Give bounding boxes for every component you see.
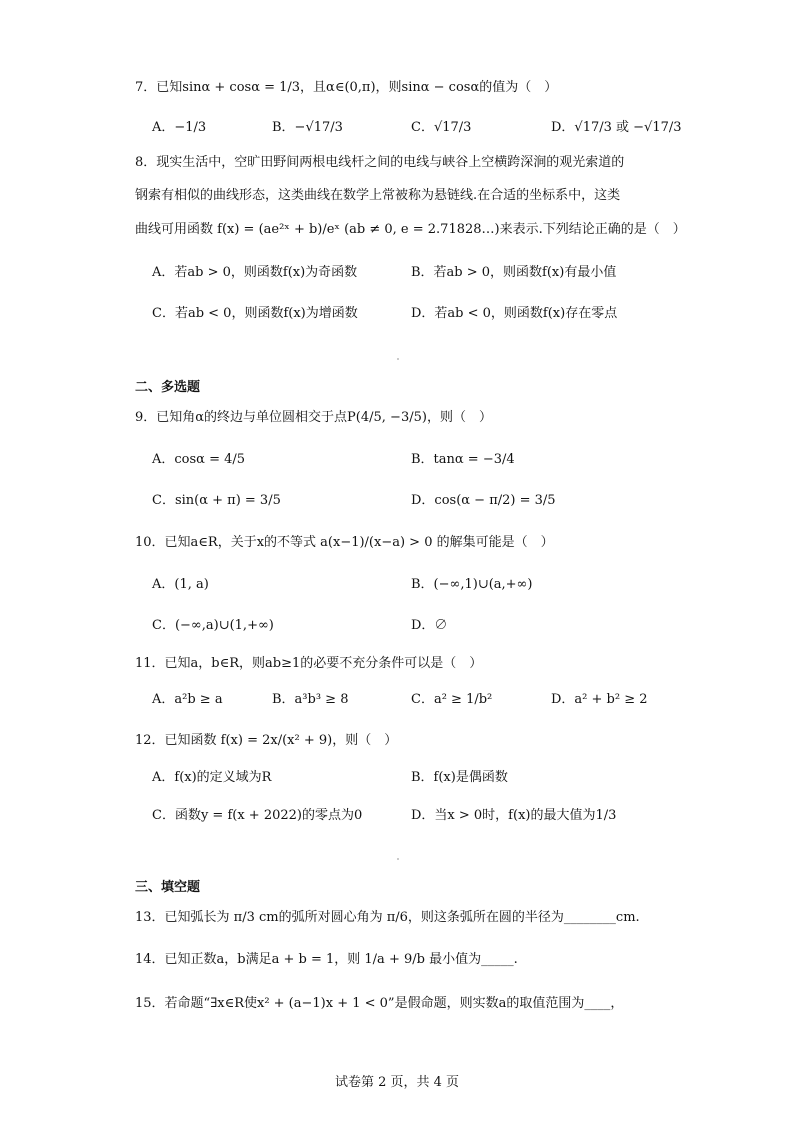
q10-stem: 10．已知a∈R，关于x的不等式 a(x−1)/(x−a) > 0 的解集可能是（ ） (135, 535, 554, 550)
q10-option-c: C．(−∞,a)∪(1,+∞) (152, 618, 274, 633)
page-footer: 试卷第 2 页，共 4 页 (334, 1075, 460, 1090)
q7-option-b: B．−√17/3 (272, 120, 343, 135)
q8-option-a: A．若ab > 0，则函数f(x)为奇函数 (152, 265, 358, 280)
q10-option-d: D．∅ (411, 618, 448, 633)
q7-stem: 7．已知sinα + cosα = 1/3，且α∈(0,π)，则sinα − cosα的值为（ ） (135, 80, 558, 95)
q8-line3: 曲线可用函数 f(x) = (ae²ˣ + b)/eˣ (ab ≠ 0, e = 2.71828…)来表示.下列结论正确的是（ ） (135, 222, 686, 237)
q12-option-a: A．f(x)的定义域为R (152, 770, 272, 785)
page-dot (397, 858, 399, 860)
q11-option-c: C．a² ≥ 1/b² (411, 692, 493, 707)
q8-line1: 8．现实生活中，空旷田野间两根电线杆之间的电线与峡谷上空横跨深涧的观光索道的 (135, 155, 625, 170)
q7-option-c: C．√17/3 (411, 120, 472, 135)
q9-option-c: C．sin(α + π) = 3/5 (152, 493, 281, 508)
q8-option-c: C．若ab < 0，则函数f(x)为增函数 (152, 306, 358, 321)
q15: 15．若命题“∃x∈R使x² + (a−1)x + 1 < 0”是假命题，则实数a的取值范围为____， (135, 996, 624, 1011)
section-heading-fill-in: 三、填空题 (135, 880, 201, 895)
q11-option-d: D．a² + b² ≥ 2 (551, 692, 648, 707)
q11-stem: 11．已知a，b∈R，则ab≥1的必要不充分条件可以是（ ） (135, 656, 483, 671)
q12-option-c: C．函数y = f(x + 2022)的零点为0 (152, 808, 363, 823)
q12-stem: 12．已知函数 f(x) = 2x/(x² + 9)，则（ ） (135, 733, 398, 748)
q8-line2: 钢索有相似的曲线形态，这类曲线在数学上常被称为悬链线.在合适的坐标系中，这类 (135, 188, 621, 203)
page-dot (397, 358, 399, 360)
q13: 13．已知弧长为 π/3 cm的弧所对圆心角为 π/6，则这条弧所在圆的半径为________cm. (135, 910, 640, 925)
q14: 14．已知正数a，b满足a + b = 1，则 1/a + 9/b 最小值为_____. (135, 952, 518, 967)
q12-option-d: D．当x > 0时，f(x)的最大值为1/3 (411, 808, 617, 823)
q11-option-b: B．a³b³ ≥ 8 (272, 692, 349, 707)
q8-option-d: D．若ab < 0，则函数f(x)存在零点 (411, 306, 618, 321)
q10-option-b: B．(−∞,1)∪(a,+∞) (411, 577, 533, 592)
q11-option-a: A．a²b ≥ a (152, 692, 223, 707)
q9-stem: 9．已知角α的终边与单位圆相交于点P(4/5, −3/5)，则（ ） (135, 410, 492, 425)
q9-option-b: B．tanα = −3/4 (411, 452, 515, 467)
q7-option-a: A．−1/3 (152, 120, 207, 135)
q7-option-d: D．√17/3 或 −√17/3 (551, 120, 682, 135)
q9-option-d: D．cos(α − π/2) = 3/5 (411, 493, 556, 508)
q12-option-b: B．f(x)是偶函数 (411, 770, 508, 785)
q8-option-b: B．若ab > 0，则函数f(x)有最小值 (411, 265, 617, 280)
q10-option-a: A．(1, a) (152, 577, 209, 592)
section-heading-multiple-choice: 二、多选题 (135, 380, 201, 395)
q9-option-a: A．cosα = 4/5 (152, 452, 246, 467)
